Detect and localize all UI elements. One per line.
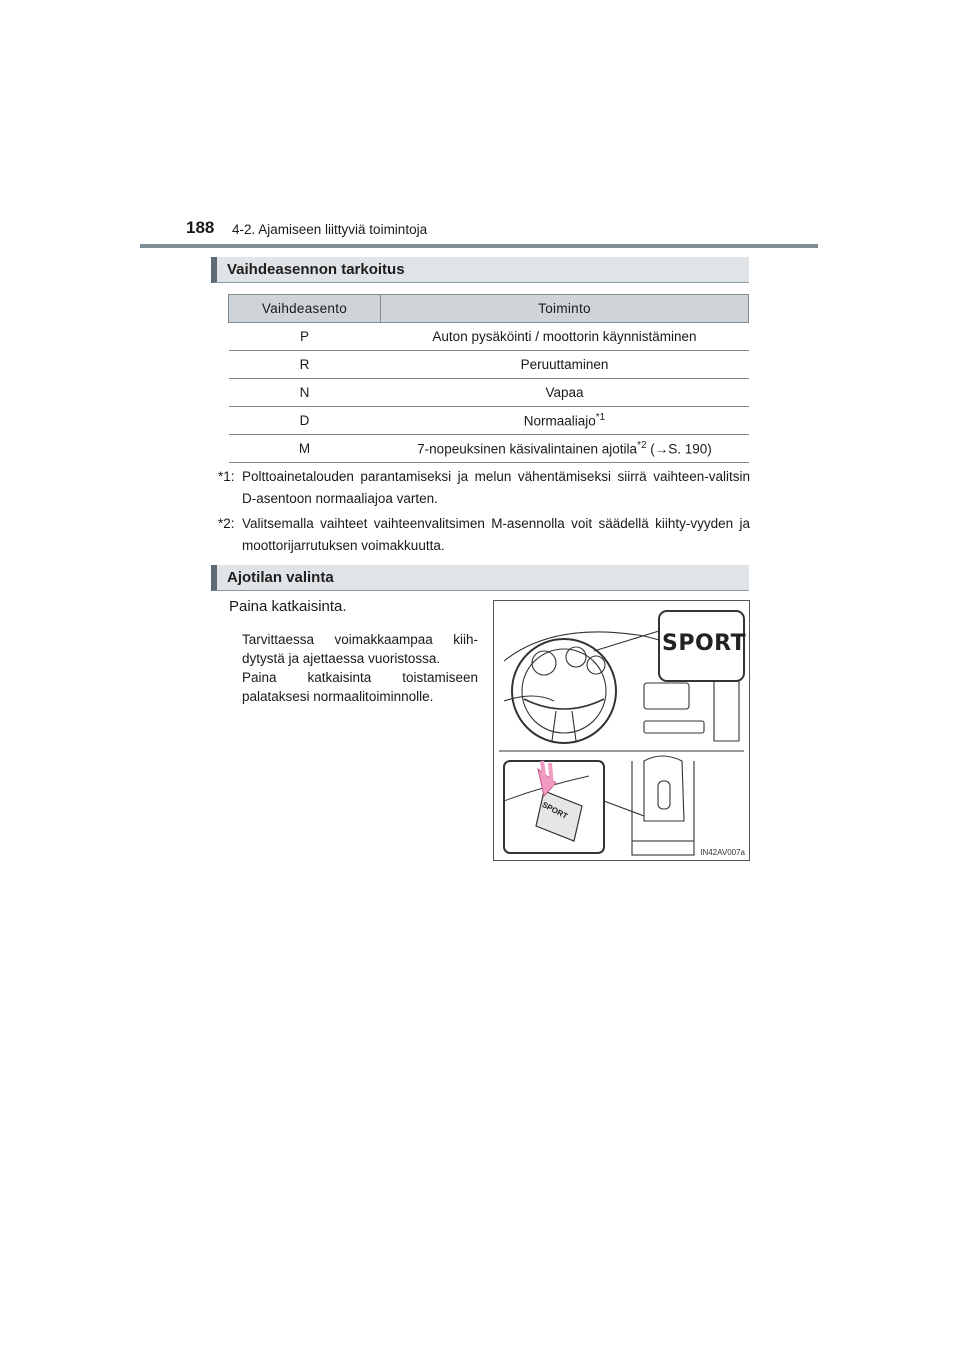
footnote-2 [218,513,750,557]
table-header-row [229,295,749,323]
cell-function: Vapaa [381,379,749,407]
header-rule [140,244,818,248]
instruction-text: Paina katkaisinta. [229,598,347,615]
cell-position: N [229,379,381,407]
footnote-mark: *1 [595,412,606,424]
cell-position: P [229,323,381,351]
cell-function [381,435,749,463]
sport-switch-illustration [493,600,750,861]
paragraph: Paina katkaisinta toistamiseen palataksesi normaalitoiminnolle. [242,670,478,704]
table-row [229,323,749,351]
gear-position-table [228,294,749,463]
section-heading-gear-purpose [211,257,749,283]
section-heading-drive-mode [211,565,749,591]
page-number: 188 [186,218,215,237]
sport-label-zoom: SPORT [662,631,747,656]
cell-function [381,407,749,435]
cell-position: M [229,435,381,463]
cell-position: D [229,407,381,435]
table-row [229,407,749,435]
footnote-mark: *2 [637,440,647,452]
cell-function: Peruuttaminen [381,351,749,379]
cell-position: R [229,351,381,379]
sport-label-button: SPORT [540,800,570,821]
footnote-text: Valitsemalla vaihteet vaihteenvalitsimen M-asennolla voit säädellä kiihty-vyyden ja moottorijarrutuksen voimakkuutta. [242,516,750,553]
cell-function: Auton pysäköinti / moottorin käynnistäminen [381,323,749,351]
page-reference: (→S. 190) [646,441,712,457]
footnote-1 [218,466,750,510]
col-header-function: Toiminto [381,295,749,323]
section-title: Ajotilan valinta [227,569,334,586]
section-title: Vaihdeasennon tarkoitus [227,261,405,278]
function-text: 7-nopeuksinen käsivalintainen ajotila [417,441,638,457]
function-text: Normaaliajo [523,413,596,429]
table-row [229,435,749,463]
footnote-marker: *1: [218,469,235,484]
chapter-title: 4-2. Ajamiseen liittyviä toimintoja [232,222,428,237]
paragraph: Tarvittaessa voimakkaampaa kiih-dytystä ja ajettaessa vuoristossa. [242,632,478,666]
footnote-text: Polttoainetalouden parantamiseksi ja melun vähentämiseksi siirrä vaihteen-valitsin D-asentoon normaaliajoa varten. [242,469,750,506]
footnote-marker: *2: [218,516,235,531]
table-row [229,379,749,407]
table-row [229,351,749,379]
col-header-position: Vaihdeasento [229,295,381,323]
figure-code: IN42AV007a [700,848,745,857]
